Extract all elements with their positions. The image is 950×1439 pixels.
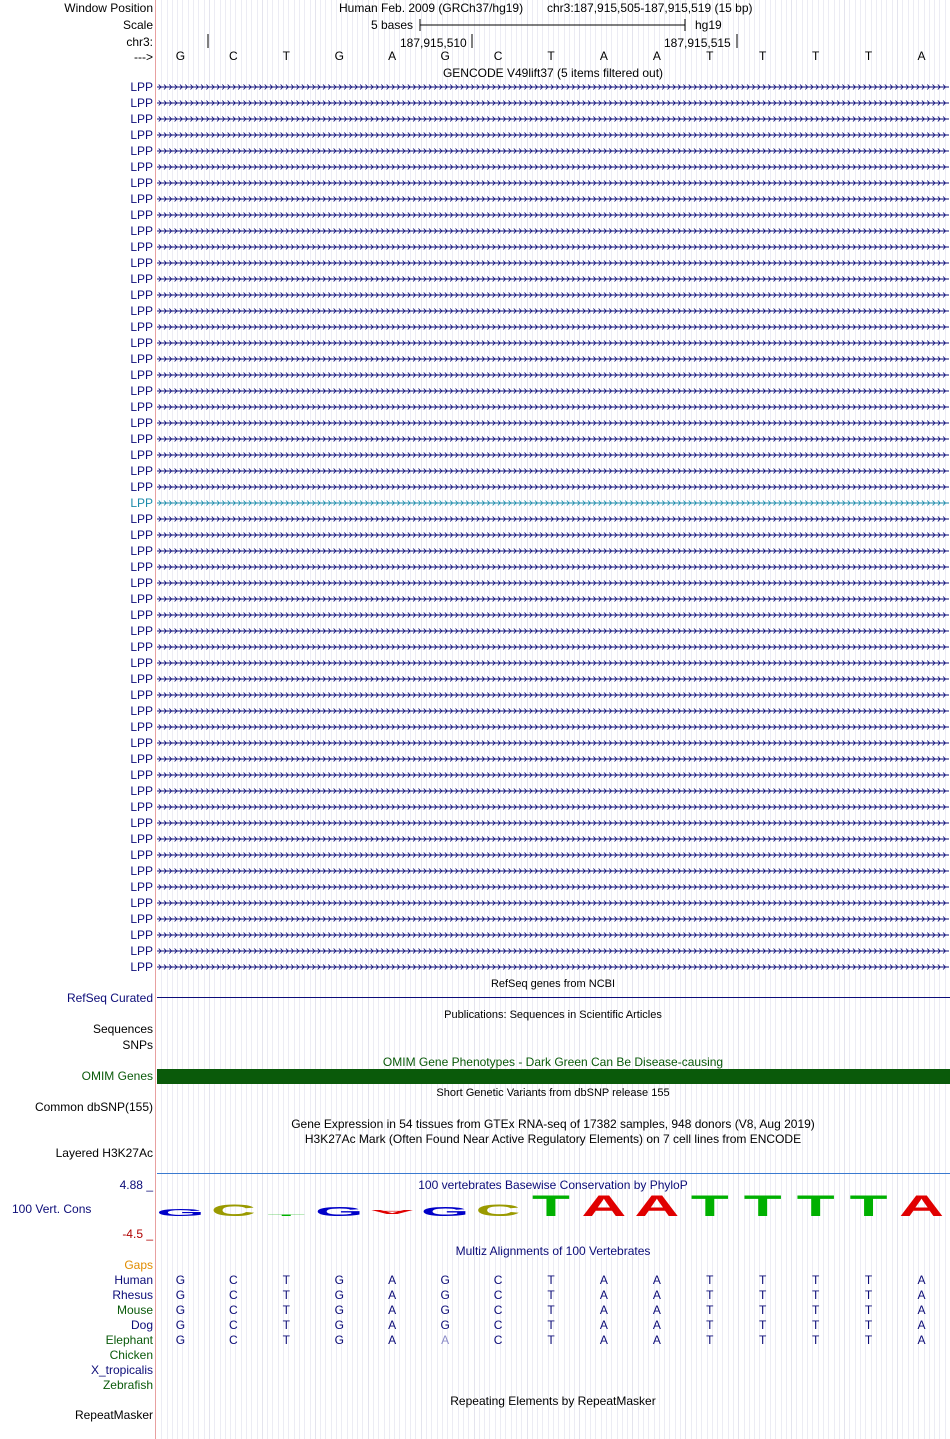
gencode-transcript-line[interactable] xyxy=(157,370,949,380)
gencode-item-label[interactable]: LPP xyxy=(130,400,153,414)
gencode-item-label[interactable]: LPP xyxy=(130,592,153,606)
gencode-item-label[interactable]: LPP xyxy=(130,208,153,222)
gencode-transcript-line[interactable] xyxy=(157,418,949,428)
gencode-transcript-line[interactable] xyxy=(157,786,949,796)
alignment-base: G xyxy=(175,1318,186,1332)
gencode-transcript-line[interactable] xyxy=(157,946,949,956)
gencode-item-label[interactable]: LPP xyxy=(130,832,153,846)
gencode-item-label[interactable]: LPP xyxy=(130,960,153,974)
alignment-base: T xyxy=(547,1318,555,1332)
gencode-item-label[interactable]: LPP xyxy=(130,896,153,910)
gencode-item-label[interactable]: LPP xyxy=(130,496,153,510)
gencode-item-label[interactable]: LPP xyxy=(130,656,153,670)
alignment-base: C xyxy=(229,1273,238,1287)
alignment-base: T xyxy=(706,1273,714,1287)
phylop-base-glyph: G xyxy=(156,1206,205,1219)
alignment-base: C xyxy=(229,1333,238,1347)
gencode-item-label[interactable]: LPP xyxy=(130,432,153,446)
alignment-base: T xyxy=(282,1333,290,1347)
alignment-base: C xyxy=(229,1288,238,1302)
gencode-transcript-line[interactable] xyxy=(157,546,949,556)
gtex-track-title: Gene Expression in 54 tissues from GTEx RNA-seq of 17382 samples, 948 donors (V8, Aug 2019) xyxy=(291,1117,815,1131)
gencode-transcript-line[interactable] xyxy=(157,274,949,284)
gencode-transcript-line[interactable] xyxy=(157,242,949,252)
alignment-base: C xyxy=(493,1303,503,1317)
gencode-transcript-line[interactable] xyxy=(157,962,949,972)
gencode-item-label[interactable]: LPP xyxy=(130,720,153,734)
phylop-base-glyph: T xyxy=(532,1193,570,1223)
phylop-min-label: -4.5 _ xyxy=(122,1227,153,1241)
alignment-base: A xyxy=(441,1333,450,1347)
alignment-base: T xyxy=(759,1273,767,1287)
phylop-base-glyph: T xyxy=(267,1214,306,1217)
alignment-base: A xyxy=(652,1273,661,1287)
gencode-item-label[interactable]: LPP xyxy=(130,576,153,590)
gencode-transcript-line[interactable] xyxy=(157,930,949,940)
alignment-base: T xyxy=(282,1303,290,1317)
alignment-base: C xyxy=(493,1288,503,1302)
base-letter: T xyxy=(547,49,555,63)
phylop-base-glyph: G xyxy=(315,1204,364,1219)
alignment-base: G xyxy=(334,1288,344,1302)
base-letter: T xyxy=(282,49,290,63)
alignment-base: A xyxy=(652,1333,661,1347)
base-letter: T xyxy=(864,49,873,63)
alignment-base: T xyxy=(282,1318,290,1332)
species-label-dog[interactable]: Dog xyxy=(130,1318,153,1332)
alignment-base: G xyxy=(334,1273,344,1287)
species-label-zebrafish[interactable]: Zebrafish xyxy=(102,1378,153,1392)
alignment-base: T xyxy=(706,1288,714,1302)
alignment-base: C xyxy=(493,1273,503,1287)
alignment-base: G xyxy=(175,1303,186,1317)
gencode-transcript-line[interactable] xyxy=(157,162,949,172)
gencode-transcript-line[interactable] xyxy=(157,354,949,364)
gencode-item-label[interactable]: LPP xyxy=(130,128,153,142)
base-sequence-row xyxy=(156,49,950,65)
base-letter: G xyxy=(440,49,450,63)
species-label-x-tropicalis[interactable]: X_tropicalis xyxy=(90,1363,153,1377)
gencode-transcript-line[interactable] xyxy=(157,226,949,236)
alignment-base: G xyxy=(334,1333,344,1347)
dbsnp-track-title: Short Genetic Variants from dbSNP release 155 xyxy=(436,1087,670,1099)
phylop-conservation-logo[interactable] xyxy=(156,1193,950,1223)
gencode-transcript-line[interactable] xyxy=(157,770,949,780)
ruler-tick-1 xyxy=(470,33,474,49)
chrom-label: chr3: xyxy=(126,35,153,49)
gencode-item-label[interactable]: LPP xyxy=(130,688,153,702)
gencode-item-label[interactable]: LPP xyxy=(130,928,153,942)
alignment-base: T xyxy=(864,1288,873,1302)
gencode-item-label[interactable]: LPP xyxy=(130,240,153,254)
alignment-base: T xyxy=(811,1273,820,1287)
alignment-base: A xyxy=(599,1288,608,1302)
scale-label: Scale xyxy=(122,18,153,32)
alignment-base: A xyxy=(917,1273,926,1287)
gencode-transcript-line[interactable] xyxy=(157,466,949,476)
repeatmasker-track-label[interactable]: RepeatMasker xyxy=(74,1408,153,1422)
gencode-transcript-line[interactable] xyxy=(157,914,949,924)
ruler-coordinate-1: 187,915,510 xyxy=(400,36,467,50)
alignment-base: G xyxy=(175,1288,186,1302)
gencode-transcript-line[interactable] xyxy=(157,498,949,508)
phylop-base-glyph: G xyxy=(421,1204,470,1219)
gencode-transcript-line[interactable] xyxy=(157,482,949,492)
gencode-transcript-line[interactable] xyxy=(157,402,949,412)
gencode-transcript-line[interactable] xyxy=(157,690,949,700)
phylop-track-label[interactable]: 100 Vert. Cons xyxy=(12,1202,92,1216)
ruler-tick-start xyxy=(206,33,210,49)
alignment-base: T xyxy=(864,1273,873,1287)
alignment-base: T xyxy=(547,1333,555,1347)
gencode-item-label[interactable]: LPP xyxy=(130,752,153,766)
refseq-gene-line[interactable] xyxy=(157,997,950,998)
position-text: chr3:187,915,505-187,915,519 (15 bp) xyxy=(547,1,753,15)
gencode-transcript-line[interactable] xyxy=(157,738,949,748)
gencode-transcript-line[interactable] xyxy=(157,898,949,908)
gencode-item-label[interactable]: LPP xyxy=(130,368,153,382)
ruler-tick-2 xyxy=(735,33,739,49)
scale-bar-text: 5 bases xyxy=(371,18,414,32)
gencode-item-label[interactable]: LPP xyxy=(130,800,153,814)
gencode-item-label[interactable]: LPP xyxy=(130,112,153,126)
gencode-transcript-line[interactable] xyxy=(157,818,949,828)
gencode-item-label[interactable]: LPP xyxy=(130,352,153,366)
species-label-mouse[interactable]: Mouse xyxy=(116,1303,153,1317)
omim-phenotype-bar[interactable] xyxy=(157,1069,950,1084)
gencode-item-label[interactable]: LPP xyxy=(130,304,153,318)
alignment-base: A xyxy=(599,1273,608,1287)
window-position-label: Window Position xyxy=(64,1,153,15)
alignment-base: A xyxy=(917,1333,926,1347)
gencode-item-label[interactable]: LPP xyxy=(130,736,153,750)
gencode-transcript-line[interactable] xyxy=(157,98,949,108)
phylop-base-glyph: T xyxy=(849,1193,888,1223)
alignment-base: A xyxy=(917,1318,926,1332)
gencode-item-label[interactable]: LPP xyxy=(130,448,153,462)
alignment-base: A xyxy=(652,1318,661,1332)
gencode-item-label[interactable]: LPP xyxy=(130,560,153,574)
alignment-base: T xyxy=(811,1333,820,1347)
h3k27ac-signal-baseline xyxy=(157,1173,950,1174)
gencode-item-label[interactable]: LPP xyxy=(130,160,153,174)
alignment-base: G xyxy=(334,1318,344,1332)
h3k27ac-track-label[interactable]: Layered H3K27Ac xyxy=(55,1146,153,1160)
alignment-base: G xyxy=(175,1333,186,1347)
phylop-base-glyph: A xyxy=(369,1208,415,1216)
gencode-item-label[interactable]: LPP xyxy=(130,624,153,638)
base-letter: T xyxy=(811,49,820,63)
gencode-transcript-line[interactable] xyxy=(157,834,949,844)
alignment-base: A xyxy=(917,1303,926,1317)
gencode-transcript-line[interactable] xyxy=(157,594,949,604)
gencode-transcript-line[interactable] xyxy=(157,194,949,204)
phylop-base-glyph: A xyxy=(581,1193,627,1223)
phylop-base-glyph: C xyxy=(475,1201,521,1220)
gencode-item-label[interactable]: LPP xyxy=(130,544,153,558)
gencode-transcript-line[interactable] xyxy=(157,306,949,316)
gencode-transcript-line[interactable] xyxy=(157,114,949,124)
gencode-transcript-line[interactable] xyxy=(157,578,949,588)
gencode-item-label[interactable]: LPP xyxy=(130,288,153,302)
base-letter: A xyxy=(652,49,661,63)
gencode-transcript-line[interactable] xyxy=(157,802,949,812)
alignment-base: A xyxy=(388,1288,397,1302)
gencode-item-label[interactable]: LPP xyxy=(130,256,153,270)
gencode-item-label[interactable]: LPP xyxy=(130,672,153,686)
phylop-base-glyph: T xyxy=(796,1193,835,1223)
db-label: hg19 xyxy=(695,18,722,32)
gencode-item-label[interactable]: LPP xyxy=(130,640,153,654)
gencode-transcript-line[interactable] xyxy=(157,434,949,444)
gencode-item-label[interactable]: LPP xyxy=(130,848,153,862)
alignment-base: T xyxy=(864,1318,873,1332)
assembly-title: Human Feb. 2009 (GRCh37/hg19) xyxy=(339,1,524,15)
gencode-transcript-line[interactable] xyxy=(157,258,949,268)
gencode-transcript-line[interactable] xyxy=(157,130,949,140)
alignment-base: A xyxy=(388,1333,397,1347)
gencode-transcript-line[interactable] xyxy=(157,754,949,764)
gencode-item-label[interactable]: LPP xyxy=(130,336,153,350)
alignment-base: T xyxy=(706,1333,714,1347)
gencode-item-label[interactable]: LPP xyxy=(130,224,153,238)
alignment-base: T xyxy=(811,1318,820,1332)
base-letter: A xyxy=(599,49,608,63)
phylop-max-label: 4.88 _ xyxy=(119,1178,153,1192)
alignment-base: G xyxy=(334,1303,344,1317)
alignment-base: A xyxy=(599,1303,608,1317)
gencode-transcript-line[interactable] xyxy=(157,626,949,636)
base-letter: C xyxy=(229,49,238,63)
gencode-transcript-line[interactable] xyxy=(157,146,949,156)
gencode-transcript-line[interactable] xyxy=(157,82,949,92)
gencode-transcript-line[interactable] xyxy=(157,386,949,396)
alignment-base: T xyxy=(547,1288,555,1302)
alignment-base: T xyxy=(282,1288,290,1302)
gencode-item-label[interactable]: LPP xyxy=(130,272,153,286)
base-letter: A xyxy=(917,49,926,63)
base-letter: G xyxy=(334,49,344,63)
scale-bar xyxy=(419,17,689,33)
h3k27ac-track-title: H3K27Ac Mark (Often Found Near Active Regulatory Elements) on 7 cell lines from ENCODE xyxy=(304,1132,802,1146)
alignment-base: T xyxy=(811,1288,820,1302)
alignment-base: A xyxy=(388,1303,397,1317)
gencode-item-label[interactable]: LPP xyxy=(130,528,153,542)
gencode-transcript-line[interactable] xyxy=(157,530,949,540)
base-letter: T xyxy=(759,49,767,63)
gencode-transcript-line[interactable] xyxy=(157,882,949,892)
gencode-item-label[interactable]: LPP xyxy=(130,96,153,110)
gencode-transcript-line[interactable] xyxy=(157,866,949,876)
gencode-transcript-line[interactable] xyxy=(157,562,949,572)
gencode-transcript-line[interactable] xyxy=(157,674,949,684)
gencode-item-label[interactable]: LPP xyxy=(130,864,153,878)
gencode-item-label[interactable]: LPP xyxy=(130,880,153,894)
publications-track-title: Publications: Sequences in Scientific Articles xyxy=(444,1009,662,1021)
alignment-base: T xyxy=(759,1303,767,1317)
alignment-base: T xyxy=(811,1303,820,1317)
base-letter: T xyxy=(706,49,714,63)
alignment-base: A xyxy=(652,1288,661,1302)
gencode-transcript-line[interactable] xyxy=(157,722,949,732)
gencode-item-label[interactable]: LPP xyxy=(130,176,153,190)
alignment-base: G xyxy=(440,1288,450,1302)
multiz-track-title: Multiz Alignments of 100 Vertebrates xyxy=(455,1244,651,1258)
species-label-elephant[interactable]: Elephant xyxy=(105,1333,153,1347)
alignment-base: A xyxy=(652,1303,661,1317)
alignment-base: C xyxy=(493,1333,503,1347)
base-letter: G xyxy=(175,49,186,63)
gencode-transcript-line[interactable] xyxy=(157,642,949,652)
alignment-base: T xyxy=(282,1273,290,1287)
gencode-transcript-line[interactable] xyxy=(157,706,949,716)
alignment-base: G xyxy=(440,1303,450,1317)
gencode-item-label[interactable]: LPP xyxy=(130,608,153,622)
alignment-base: G xyxy=(175,1273,186,1287)
alignment-base: C xyxy=(493,1318,503,1332)
refseq-track-title: RefSeq genes from NCBI xyxy=(490,978,616,990)
label-divider xyxy=(155,0,156,1439)
snps-track-label[interactable]: SNPs xyxy=(122,1038,153,1052)
base-letter: C xyxy=(493,49,503,63)
gencode-transcript-line[interactable] xyxy=(157,338,949,348)
phylop-base-glyph: A xyxy=(899,1193,944,1223)
omim-track-title: OMIM Gene Phenotypes - Dark Green Can Be Disease-causing xyxy=(382,1055,724,1069)
gencode-item-label[interactable]: LPP xyxy=(130,784,153,798)
alignment-base: A xyxy=(388,1318,397,1332)
gencode-transcript-line[interactable] xyxy=(157,178,949,188)
alignment-base: T xyxy=(706,1303,714,1317)
alignment-base: T xyxy=(547,1273,555,1287)
alignment-base: A xyxy=(599,1318,608,1332)
gencode-item-label[interactable]: LPP xyxy=(130,512,153,526)
alignment-base: G xyxy=(440,1273,450,1287)
phylop-track-title: 100 vertebrates Basewise Conservation by PhyloP xyxy=(418,1178,688,1192)
sequences-track-label[interactable]: Sequences xyxy=(92,1022,153,1036)
gencode-transcript-line[interactable] xyxy=(157,290,949,300)
phylop-base-glyph: A xyxy=(634,1193,680,1223)
gencode-item-label[interactable]: LPP xyxy=(130,768,153,782)
omim-track-label[interactable]: OMIM Genes xyxy=(81,1069,153,1083)
species-label-chicken[interactable]: Chicken xyxy=(109,1348,153,1362)
gencode-item-label[interactable]: LPP xyxy=(130,816,153,830)
gencode-item-label[interactable]: LPP xyxy=(130,192,153,206)
alignment-base: A xyxy=(917,1288,926,1302)
alignment-base: A xyxy=(599,1333,608,1347)
species-label-human[interactable]: Human xyxy=(114,1273,153,1287)
gencode-item-label[interactable]: LPP xyxy=(130,384,153,398)
gencode-transcript-line[interactable] xyxy=(157,450,949,460)
base-letter: A xyxy=(388,49,397,63)
alignment-base: T xyxy=(759,1333,767,1347)
gencode-item-label[interactable]: LPP xyxy=(130,464,153,478)
species-label-rhesus[interactable]: Rhesus xyxy=(112,1288,153,1302)
gencode-item-label[interactable]: LPP xyxy=(130,480,153,494)
gencode-transcript-line[interactable] xyxy=(157,322,949,332)
alignment-base: T xyxy=(547,1303,555,1317)
strand-label: ---> xyxy=(134,50,153,64)
gencode-item-label[interactable]: LPP xyxy=(130,704,153,718)
phylop-base-glyph: T xyxy=(743,1193,782,1223)
alignment-base: T xyxy=(759,1318,767,1332)
refseq-track-label[interactable]: RefSeq Curated xyxy=(66,991,153,1005)
multiz-gaps-label: Gaps xyxy=(124,1258,153,1272)
gencode-item-label[interactable]: LPP xyxy=(130,416,153,430)
alignment-base: T xyxy=(706,1318,714,1332)
alignment-base: C xyxy=(229,1318,238,1332)
gencode-item-label[interactable]: LPP xyxy=(130,144,153,158)
gencode-item-label[interactable]: LPP xyxy=(130,944,153,958)
alignment-base: A xyxy=(388,1273,397,1287)
alignment-base: T xyxy=(864,1303,873,1317)
gencode-item-label[interactable]: LPP xyxy=(130,912,153,926)
gencode-item-label[interactable]: LPP xyxy=(130,80,153,94)
gencode-transcript-line[interactable] xyxy=(157,514,949,524)
dbsnp-track-label[interactable]: Common dbSNP(155) xyxy=(34,1100,153,1114)
phylop-base-glyph: C xyxy=(211,1201,256,1220)
gencode-track-title: GENCODE V49lift37 (5 items filtered out) xyxy=(442,66,664,80)
gencode-transcript-line[interactable] xyxy=(157,210,949,220)
phylop-base-glyph: T xyxy=(690,1193,729,1223)
alignment-base: G xyxy=(440,1318,450,1332)
gencode-transcript-line[interactable] xyxy=(157,610,949,620)
ruler-coordinate-2: 187,915,515 xyxy=(664,36,731,50)
repeatmasker-track-title: Repeating Elements by RepeatMasker xyxy=(450,1394,656,1408)
alignment-base: C xyxy=(229,1303,238,1317)
gencode-transcript-line[interactable] xyxy=(157,850,949,860)
alignment-base: T xyxy=(864,1333,873,1347)
gencode-transcript-line[interactable] xyxy=(157,658,949,668)
alignment-base: T xyxy=(759,1288,767,1302)
gencode-item-label[interactable]: LPP xyxy=(130,320,153,334)
